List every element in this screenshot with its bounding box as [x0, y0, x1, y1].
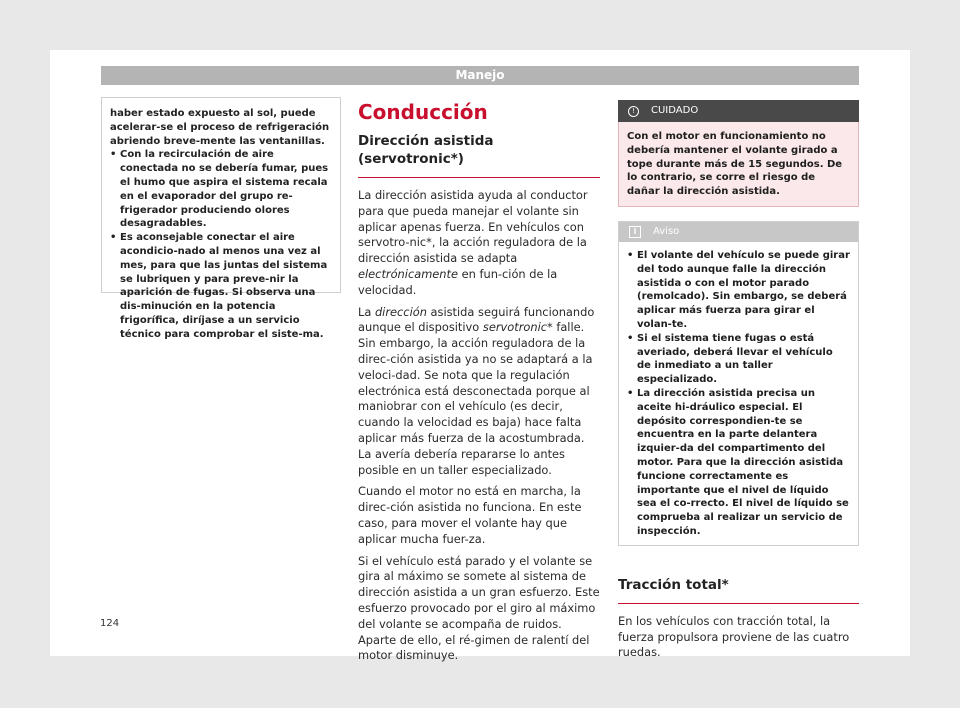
caution-label: CUIDADO	[651, 105, 699, 116]
info-icon: i	[629, 226, 641, 238]
middle-column	[358, 100, 600, 670]
paragraph: Si el vehículo está parado y el volante se gira al máximo se somete al sistema de dirección asistida a un gran esfuerzo. Este esfuerzo provocado por el giro al máximo del volante se acompaña de ruidos. Aparte de ello, el ré-gimen de ralentí del motor disminuye.	[358, 553, 600, 663]
paragraph: La dirección asistida ayuda al conductor para que pueda manejar el volante sin aplicar apenas fuerza. En vehículos con servotro-nic*, la acción reguladora de la dirección asistida se adapta electrónicamente en fun-ción de la velocidad.	[358, 188, 588, 297]
traction-section	[618, 576, 859, 661]
list-item: • Si el sistema tiene fugas o está averiado, deberá llevar el vehículo de inmediato a un taller especializado.	[627, 332, 833, 386]
left-column	[101, 97, 341, 340]
right-column	[618, 100, 859, 667]
paragraph: La dirección asistida seguirá funcionando aunque el dispositivo servotronic* falle. Sin embargo, la acción reguladora de la direc-ción asistida ya no se adaptará a la veloci-dad. Se nota que la regulación electrónica está desconectada porque al maniobrar con el vehículo (es decir, cuando la velocidad es baja) hace falta aplicar más fuerza de la acostumbrada. La avería debería repararse lo antes posible en un taller especializado.	[358, 304, 595, 477]
caution-text: Con el motor en funcionamiento no debería mantener el volante girado a tope durante más de 15 segundos. De lo contrario, se corre el riesgo de dañar la dirección asistida.	[618, 122, 859, 207]
continued-note-box	[101, 97, 341, 340]
note-box	[618, 221, 859, 546]
bullet-icon: •	[627, 332, 634, 344]
section-title: Conducción	[358, 100, 488, 124]
intro-text: haber estado expuesto al sol, puede acelerar-se el proceso de refrigeración abriendo breve-mente las ventanillas.	[110, 108, 330, 147]
paragraph: En los vehículos con tracción total, la fuerza propulsora proviene de las cuatro ruedas.	[618, 613, 850, 660]
title-divider	[618, 603, 859, 604]
bullet-icon: •	[627, 249, 634, 261]
list-item: • Con la recirculación de aire conectada no se debería fumar, pues el humo que aspira el sistema recala en el evaporador del grupo re-frigerador produciendo olores desagradables.	[110, 149, 329, 230]
list-item: • El volante del vehículo se puede girar del todo aunque falle la dirección asistida o con el motor parado (remolcado). Sin embargo, se deberá aplicar más fuerza para girar el volan-te.	[627, 249, 850, 330]
bullet-icon: •	[110, 149, 117, 161]
bullet-icon: •	[627, 387, 634, 399]
page-number: 124	[100, 618, 120, 629]
caution-header	[618, 100, 859, 122]
subsection-title: Tracción total*	[618, 576, 729, 593]
caution-box	[618, 100, 859, 207]
note-body	[619, 242, 858, 545]
page-header: Manejo	[101, 66, 859, 85]
title-divider	[358, 177, 600, 178]
paragraph: Cuando el motor no está en marcha, la direc-ción asistida no funciona. En este caso, para mover el volante hay que aplicar mucha fuer-za.	[358, 484, 582, 546]
body-text	[358, 188, 600, 664]
list-item: • La dirección asistida precisa un aceite hi-dráulico especial. El depósito correspondien-te se encuentra en la parte delantera izquier-da del compartimento del motor. Para que la dirección asistida funcione correctamente es importante que el nivel de líquido sea el co-rrecto. El nivel de líquido se comprueba al realizar un servicio de inspección.	[627, 387, 849, 537]
note-header	[619, 222, 858, 242]
bullet-icon: •	[110, 232, 117, 244]
note-label: Aviso	[653, 225, 680, 237]
subsection-title: Dirección asistida (servotronic*)	[358, 133, 494, 167]
body-text	[618, 614, 859, 661]
list-item: • Es aconsejable conectar el aire acondicio-nado al menos una vez al mes, para que las juntas del sistema se lubriquen y para preve-nir la aparición de fugas. Si observa una dis-minución en la potencia frigorífica, diríjase a un servicio técnico para comprobar el siste-ma.	[110, 232, 328, 340]
warning-icon: !	[628, 106, 639, 117]
